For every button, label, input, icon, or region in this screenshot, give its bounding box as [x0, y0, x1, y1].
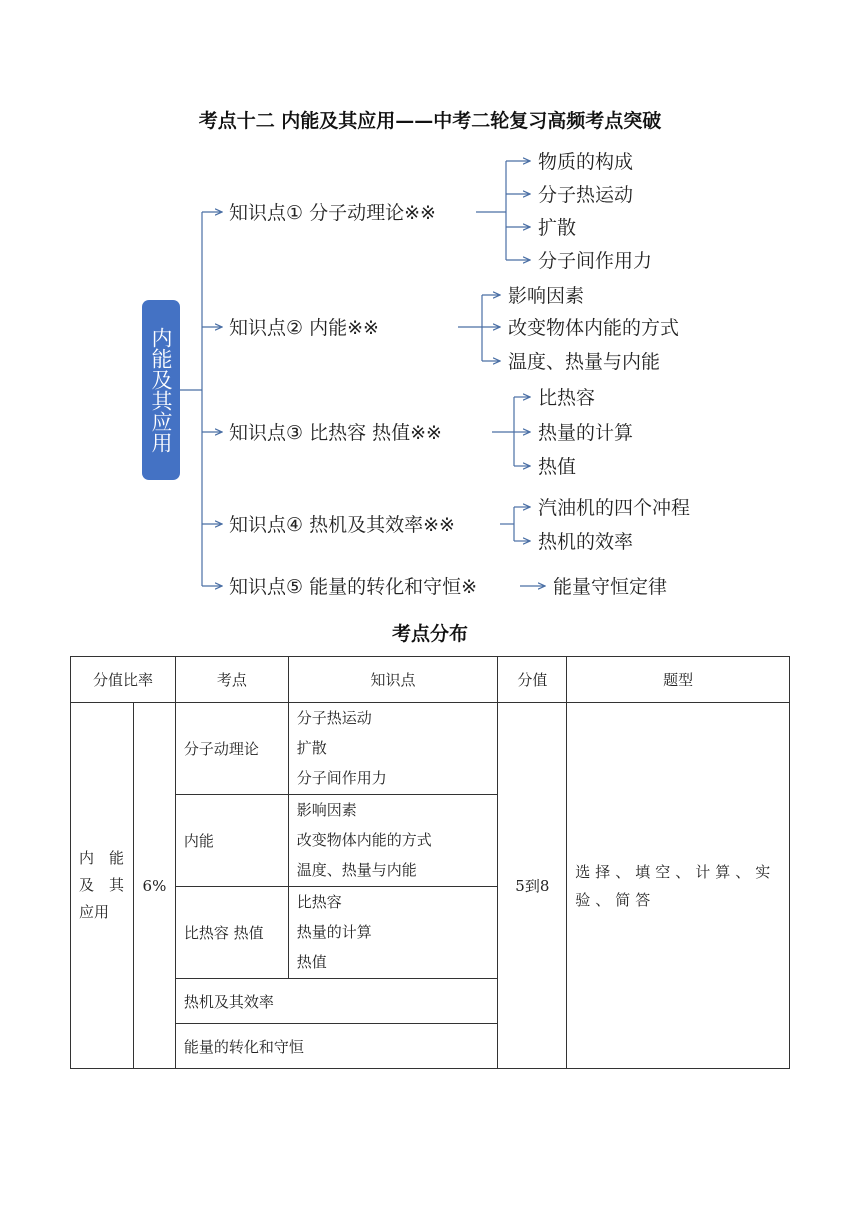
- leaf-label: 汽油机的四个冲程: [538, 497, 691, 519]
- leaf-label: 热值: [538, 456, 577, 478]
- points-cell: 分子热运动 扩散 分子间作用力: [288, 703, 498, 795]
- leaf-label: 扩散: [538, 217, 577, 239]
- branch-label-5: 知识点⑤ 能量的转化和守恒※: [229, 576, 477, 598]
- points-cell: 比热容 热量的计算 热值: [288, 887, 498, 979]
- leaf-label: 热量的计算: [538, 422, 634, 444]
- category-cell: 内 能 及 其 应用: [71, 703, 134, 1069]
- leaf-label: 比热容: [538, 387, 596, 409]
- branch-label-1: 知识点① 分子动理论※※: [229, 202, 436, 224]
- ratio-cell: 6%: [133, 703, 175, 1069]
- score-cell: 5到8: [498, 703, 567, 1069]
- points-cell: 影响因素 改变物体内能的方式 温度、热量与内能: [288, 795, 498, 887]
- distribution-title: 考点分布: [391, 623, 468, 645]
- header-points: 知识点: [288, 657, 498, 703]
- mindmap-root-label: 内能及其应用: [149, 327, 173, 453]
- header-score: 分值: [498, 657, 567, 703]
- leaf-label: 分子间作用力: [538, 250, 653, 272]
- document-title: 考点十二 内能及其应用——中考二轮复习高频考点突破: [198, 110, 662, 132]
- leaf-label: 热机的效率: [538, 531, 634, 553]
- mindmap-labels: [229, 151, 690, 598]
- leaf-label: 温度、热量与内能: [508, 351, 661, 373]
- leaf-label: 物质的构成: [538, 151, 634, 173]
- header-ratio: 分值比率: [71, 657, 176, 703]
- table-header-row: [71, 657, 790, 703]
- mindmap-diagram: [0, 140, 860, 610]
- distribution-table: [70, 656, 790, 1069]
- topic-cell: 内能: [175, 795, 288, 887]
- header-type: 题型: [567, 657, 790, 703]
- topic-cell: 分子动理论: [175, 703, 288, 795]
- topic-cell: 比热容 热值: [175, 887, 288, 979]
- table-row: [71, 703, 790, 795]
- topic-cell: 能量的转化和守恒: [175, 1024, 497, 1069]
- topic-cell: 热机及其效率: [175, 979, 497, 1024]
- leaf-label: 分子热运动: [538, 184, 634, 206]
- leaf-label: 改变物体内能的方式: [508, 317, 680, 339]
- leaf-label: 影响因素: [508, 285, 585, 307]
- type-cell: 选择、填空、计算、实验、简答: [567, 703, 790, 1069]
- branch-label-4: 知识点④ 热机及其效率※※: [229, 514, 455, 536]
- branch-label-3: 知识点③ 比热容 热值※※: [229, 422, 442, 444]
- branch-label-2: 知识点② 内能※※: [229, 317, 379, 339]
- header-topic: 考点: [175, 657, 288, 703]
- leaf-label: 能量守恒定律: [553, 576, 668, 598]
